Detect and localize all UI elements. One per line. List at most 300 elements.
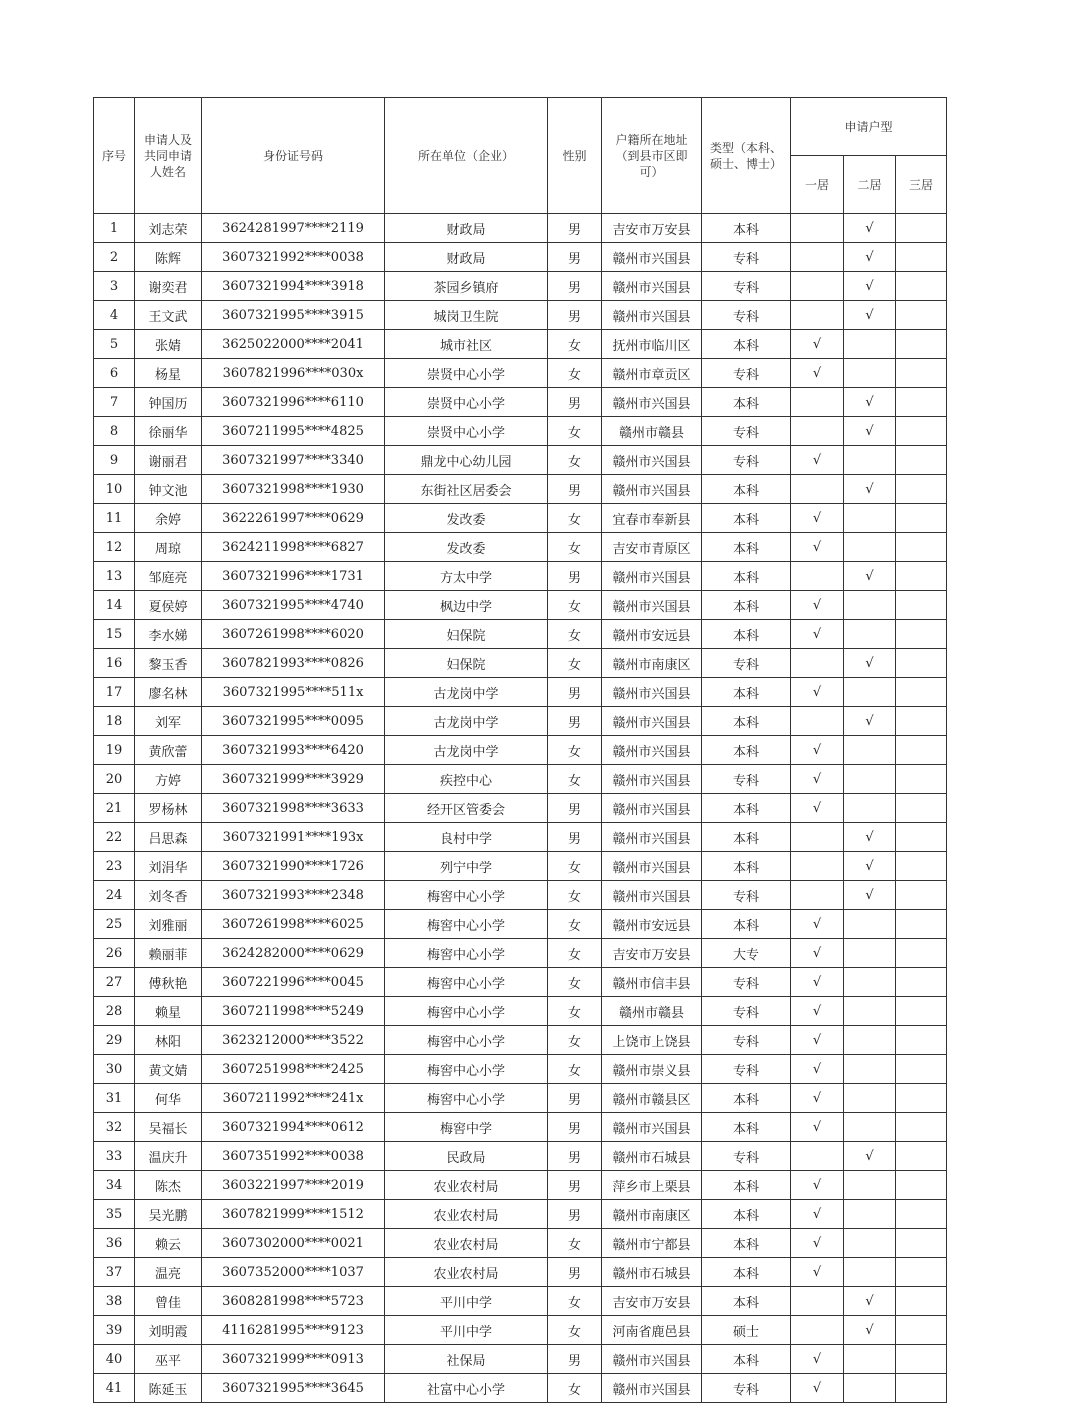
cell-type: 专科 [702, 1026, 791, 1055]
cell-id: 3607321993****6420 [202, 736, 385, 765]
cell-unit: 崇贤中心小学 [385, 359, 548, 388]
table-row [94, 736, 947, 765]
table-row [94, 1142, 947, 1171]
check-mark-icon: √ [865, 481, 874, 497]
cell-room2 [844, 301, 896, 330]
cell-address: 抚州市临川区 [602, 330, 702, 359]
cell-address: 赣州市兴国县 [602, 852, 702, 881]
cell-seq: 27 [94, 968, 135, 997]
cell-unit: 梅窖中心小学 [385, 881, 548, 910]
check-mark-icon: √ [812, 684, 822, 700]
cell-room1 [791, 475, 844, 504]
cell-gender: 男 [548, 475, 602, 504]
cell-room1 [791, 533, 844, 562]
check-mark-icon: √ [812, 974, 822, 990]
cell-seq: 1 [94, 214, 135, 243]
cell-id: 3607211998****5249 [202, 997, 385, 1026]
cell-gender: 女 [548, 417, 602, 446]
cell-room2 [844, 1171, 896, 1200]
cell-type: 硕士 [702, 1316, 791, 1345]
check-mark-icon: √ [812, 1003, 822, 1019]
cell-room3 [896, 417, 947, 446]
cell-id: 3624211998****6827 [202, 533, 385, 562]
cell-address: 赣州市兴国县 [602, 388, 702, 417]
cell-room2 [844, 214, 896, 243]
cell-id: 3607321994****3918 [202, 272, 385, 301]
cell-address: 赣州市兴国县 [602, 707, 702, 736]
cell-room3 [896, 1258, 947, 1287]
cell-name: 谢丽君 [135, 446, 202, 475]
cell-room2 [844, 533, 896, 562]
cell-name: 巫平 [135, 1345, 202, 1374]
cell-room1 [791, 504, 844, 533]
cell-name: 傅秋艳 [135, 968, 202, 997]
cell-unit: 梅窖中心小学 [385, 910, 548, 939]
cell-address: 赣州市石城县 [602, 1142, 702, 1171]
cell-name: 谢奕君 [135, 272, 202, 301]
cell-id: 3607302000****0021 [202, 1229, 385, 1258]
cell-room2 [844, 910, 896, 939]
cell-room2 [844, 1287, 896, 1316]
cell-room1 [791, 330, 844, 359]
cell-type: 大专 [702, 939, 791, 968]
cell-unit: 东街社区居委会 [385, 475, 548, 504]
cell-seq: 6 [94, 359, 135, 388]
cell-seq: 33 [94, 1142, 135, 1171]
cell-type: 专科 [702, 997, 791, 1026]
cell-unit: 方太中学 [385, 562, 548, 591]
check-mark-icon: √ [812, 1264, 822, 1280]
cell-type: 本科 [702, 533, 791, 562]
cell-name: 陈延玉 [135, 1374, 202, 1403]
cell-room3 [896, 475, 947, 504]
cell-gender: 男 [548, 794, 602, 823]
header-name: 申请人及共同申请人姓名 [135, 98, 202, 214]
cell-address: 赣州市章贡区 [602, 359, 702, 388]
cell-id: 3607211992****241x [202, 1084, 385, 1113]
cell-type: 专科 [702, 243, 791, 272]
cell-gender: 女 [548, 997, 602, 1026]
cell-room1 [791, 1229, 844, 1258]
cell-address: 赣州市宁都县 [602, 1229, 702, 1258]
cell-unit: 农业农村局 [385, 1200, 548, 1229]
cell-gender: 男 [548, 388, 602, 417]
cell-type: 本科 [702, 591, 791, 620]
cell-seq: 11 [94, 504, 135, 533]
header-seq: 序号 [94, 98, 135, 214]
cell-address: 赣州市南康区 [602, 1200, 702, 1229]
cell-name: 赖星 [135, 997, 202, 1026]
table-row [94, 1258, 947, 1287]
cell-gender: 女 [548, 765, 602, 794]
cell-name: 刘明霞 [135, 1316, 202, 1345]
cell-type: 专科 [702, 881, 791, 910]
cell-type: 专科 [702, 446, 791, 475]
cell-seq: 22 [94, 823, 135, 852]
cell-address: 赣州市兴国县 [602, 881, 702, 910]
cell-seq: 13 [94, 562, 135, 591]
cell-id: 3607351992****0038 [202, 1142, 385, 1171]
check-mark-icon: √ [812, 539, 822, 555]
cell-unit: 梅窖中心小学 [385, 968, 548, 997]
check-mark-icon: √ [812, 1119, 822, 1135]
check-mark-icon: √ [865, 220, 874, 236]
cell-seq: 23 [94, 852, 135, 881]
cell-id: 3607321993****2348 [202, 881, 385, 910]
cell-room3 [896, 1345, 947, 1374]
cell-name: 余婷 [135, 504, 202, 533]
cell-address: 宜春市奉新县 [602, 504, 702, 533]
cell-unit: 崇贤中心小学 [385, 417, 548, 446]
cell-gender: 男 [548, 1200, 602, 1229]
check-mark-icon: √ [812, 1206, 822, 1222]
cell-seq: 36 [94, 1229, 135, 1258]
cell-type: 本科 [702, 330, 791, 359]
cell-room2 [844, 794, 896, 823]
cell-room2 [844, 1229, 896, 1258]
table-row [94, 417, 947, 446]
cell-address: 赣州市赣县 [602, 417, 702, 446]
cell-address: 上饶市上饶县 [602, 1026, 702, 1055]
cell-name: 周琼 [135, 533, 202, 562]
cell-room2 [844, 272, 896, 301]
cell-gender: 女 [548, 620, 602, 649]
cell-address: 赣州市石城县 [602, 1258, 702, 1287]
cell-address: 赣州市兴国县 [602, 243, 702, 272]
cell-room1 [791, 1287, 844, 1316]
cell-seq: 21 [94, 794, 135, 823]
table-row [94, 301, 947, 330]
cell-room1 [791, 707, 844, 736]
cell-room2 [844, 736, 896, 765]
cell-room1 [791, 852, 844, 881]
cell-name: 黄文婧 [135, 1055, 202, 1084]
cell-name: 钟国历 [135, 388, 202, 417]
cell-gender: 女 [548, 1316, 602, 1345]
cell-type: 本科 [702, 1113, 791, 1142]
table-row [94, 1055, 947, 1084]
cell-address: 赣州市兴国县 [602, 272, 702, 301]
table-row [94, 1316, 947, 1345]
check-mark-icon: √ [865, 423, 874, 439]
cell-room2 [844, 852, 896, 881]
cell-room1 [791, 968, 844, 997]
check-mark-icon: √ [812, 452, 822, 468]
cell-room3 [896, 852, 947, 881]
table-body [94, 214, 947, 1403]
cell-id: 3607321998****1930 [202, 475, 385, 504]
cell-room1 [791, 1171, 844, 1200]
cell-seq: 30 [94, 1055, 135, 1084]
table-row [94, 1084, 947, 1113]
cell-gender: 男 [548, 272, 602, 301]
cell-address: 赣州市兴国县 [602, 823, 702, 852]
cell-gender: 女 [548, 1026, 602, 1055]
cell-type: 本科 [702, 823, 791, 852]
cell-id: 3607321997****3340 [202, 446, 385, 475]
cell-room3 [896, 533, 947, 562]
cell-name: 刘冬香 [135, 881, 202, 910]
cell-type: 专科 [702, 301, 791, 330]
check-mark-icon: √ [865, 278, 874, 294]
check-mark-icon: √ [865, 655, 874, 671]
cell-unit: 社富中心小学 [385, 1374, 548, 1403]
cell-address: 赣州市兴国县 [602, 1345, 702, 1374]
cell-seq: 9 [94, 446, 135, 475]
cell-name: 刘志荣 [135, 214, 202, 243]
table-row [94, 620, 947, 649]
cell-address: 赣州市兴国县 [602, 301, 702, 330]
cell-gender: 女 [548, 330, 602, 359]
cell-type: 专科 [702, 765, 791, 794]
header-room1: 一居 [791, 156, 844, 214]
cell-type: 专科 [702, 359, 791, 388]
cell-name: 罗杨林 [135, 794, 202, 823]
cell-room2 [844, 1142, 896, 1171]
cell-name: 邹庭亮 [135, 562, 202, 591]
table-row [94, 1374, 947, 1403]
cell-room2 [844, 678, 896, 707]
cell-gender: 男 [548, 1345, 602, 1374]
cell-gender: 女 [548, 939, 602, 968]
cell-room2 [844, 1055, 896, 1084]
cell-room1 [791, 359, 844, 388]
cell-id: 3607321991****193x [202, 823, 385, 852]
cell-room3 [896, 1316, 947, 1345]
cell-room2 [844, 388, 896, 417]
cell-gender: 女 [548, 1287, 602, 1316]
cell-room3 [896, 1200, 947, 1229]
cell-room1 [791, 997, 844, 1026]
cell-room1 [791, 649, 844, 678]
cell-id: 3607821993****0826 [202, 649, 385, 678]
cell-address: 赣州市安远县 [602, 910, 702, 939]
cell-seq: 40 [94, 1345, 135, 1374]
cell-id: 3607321995****3645 [202, 1374, 385, 1403]
table-row [94, 243, 947, 272]
cell-name: 温庆升 [135, 1142, 202, 1171]
cell-unit: 发改委 [385, 533, 548, 562]
cell-address: 吉安市万安县 [602, 214, 702, 243]
cell-name: 徐丽华 [135, 417, 202, 446]
cell-name: 赖丽菲 [135, 939, 202, 968]
cell-id: 3624281997****2119 [202, 214, 385, 243]
cell-room2 [844, 1026, 896, 1055]
cell-room3 [896, 881, 947, 910]
cell-gender: 男 [548, 1084, 602, 1113]
cell-gender: 女 [548, 533, 602, 562]
cell-address: 赣州市南康区 [602, 649, 702, 678]
cell-name: 陈杰 [135, 1171, 202, 1200]
check-mark-icon: √ [812, 1061, 822, 1077]
cell-unit: 茶园乡镇府 [385, 272, 548, 301]
cell-room3 [896, 968, 947, 997]
cell-id: 3607321994****0612 [202, 1113, 385, 1142]
table-row [94, 214, 947, 243]
check-mark-icon: √ [812, 597, 822, 613]
cell-room1 [791, 301, 844, 330]
header-unit: 所在单位（企业） [385, 98, 548, 214]
cell-unit: 平川中学 [385, 1316, 548, 1345]
cell-type: 专科 [702, 968, 791, 997]
cell-unit: 梅窖中心小学 [385, 1026, 548, 1055]
cell-name: 何华 [135, 1084, 202, 1113]
cell-gender: 男 [548, 678, 602, 707]
cell-address: 吉安市万安县 [602, 1287, 702, 1316]
table-row [94, 910, 947, 939]
check-mark-icon: √ [865, 568, 874, 584]
cell-id: 3607321990****1726 [202, 852, 385, 881]
cell-room2 [844, 765, 896, 794]
cell-room1 [791, 1084, 844, 1113]
table-row [94, 881, 947, 910]
cell-address: 赣州市兴国县 [602, 736, 702, 765]
check-mark-icon: √ [812, 510, 822, 526]
cell-id: 3607321998****3633 [202, 794, 385, 823]
cell-id: 3607221996****0045 [202, 968, 385, 997]
cell-room3 [896, 910, 947, 939]
cell-id: 3625022000****2041 [202, 330, 385, 359]
cell-room3 [896, 591, 947, 620]
cell-unit: 社保局 [385, 1345, 548, 1374]
cell-seq: 38 [94, 1287, 135, 1316]
cell-id: 3607321995****3915 [202, 301, 385, 330]
cell-room1 [791, 823, 844, 852]
cell-name: 杨星 [135, 359, 202, 388]
cell-room2 [844, 1113, 896, 1142]
cell-id: 3607321999****3929 [202, 765, 385, 794]
check-mark-icon: √ [865, 1293, 874, 1309]
cell-type: 专科 [702, 1055, 791, 1084]
cell-type: 本科 [702, 562, 791, 591]
table-row [94, 1026, 947, 1055]
cell-room2 [844, 707, 896, 736]
cell-id: 3607321995****511x [202, 678, 385, 707]
cell-seq: 29 [94, 1026, 135, 1055]
cell-room1 [791, 1200, 844, 1229]
cell-gender: 女 [548, 1055, 602, 1084]
cell-seq: 19 [94, 736, 135, 765]
cell-type: 专科 [702, 1142, 791, 1171]
cell-gender: 女 [548, 591, 602, 620]
cell-unit: 鼎龙中心幼儿园 [385, 446, 548, 475]
cell-type: 本科 [702, 1229, 791, 1258]
cell-id: 3607321999****0913 [202, 1345, 385, 1374]
cell-gender: 女 [548, 968, 602, 997]
cell-room3 [896, 1142, 947, 1171]
cell-type: 本科 [702, 1258, 791, 1287]
cell-room1 [791, 214, 844, 243]
check-mark-icon: √ [812, 336, 822, 352]
check-mark-icon: √ [812, 945, 822, 961]
check-mark-icon: √ [812, 742, 822, 758]
cell-id: 3607261998****6025 [202, 910, 385, 939]
check-mark-icon: √ [812, 626, 822, 642]
cell-room3 [896, 939, 947, 968]
cell-room3 [896, 272, 947, 301]
cell-type: 专科 [702, 1374, 791, 1403]
cell-type: 本科 [702, 214, 791, 243]
cell-unit: 经开区管委会 [385, 794, 548, 823]
cell-gender: 男 [548, 1258, 602, 1287]
cell-seq: 25 [94, 910, 135, 939]
cell-unit: 梅窖中心小学 [385, 1055, 548, 1084]
cell-room1 [791, 1142, 844, 1171]
cell-seq: 24 [94, 881, 135, 910]
cell-name: 黎玉香 [135, 649, 202, 678]
cell-room2 [844, 1258, 896, 1287]
cell-room1 [791, 243, 844, 272]
cell-unit: 梅窖中心小学 [385, 997, 548, 1026]
header-room2: 二居 [844, 156, 896, 214]
cell-room2 [844, 968, 896, 997]
cell-id: 3607352000****1037 [202, 1258, 385, 1287]
cell-type: 本科 [702, 504, 791, 533]
cell-seq: 34 [94, 1171, 135, 1200]
cell-room1 [791, 591, 844, 620]
cell-address: 萍乡市上栗县 [602, 1171, 702, 1200]
cell-room1 [791, 1374, 844, 1403]
cell-seq: 12 [94, 533, 135, 562]
check-mark-icon: √ [865, 1322, 874, 1338]
table-row [94, 765, 947, 794]
cell-address: 赣州市赣县区 [602, 1084, 702, 1113]
cell-type: 专科 [702, 649, 791, 678]
cell-room3 [896, 562, 947, 591]
table-row [94, 330, 947, 359]
cell-name: 吴光鹏 [135, 1200, 202, 1229]
cell-seq: 37 [94, 1258, 135, 1287]
check-mark-icon: √ [812, 1380, 822, 1396]
cell-gender: 女 [548, 881, 602, 910]
cell-room2 [844, 997, 896, 1026]
cell-address: 赣州市兴国县 [602, 678, 702, 707]
cell-room1 [791, 1316, 844, 1345]
cell-gender: 女 [548, 446, 602, 475]
table-row [94, 359, 947, 388]
table-row [94, 533, 947, 562]
cell-name: 黄欣蕾 [135, 736, 202, 765]
cell-unit: 民政局 [385, 1142, 548, 1171]
cell-room3 [896, 1113, 947, 1142]
cell-seq: 28 [94, 997, 135, 1026]
check-mark-icon: √ [812, 800, 822, 816]
cell-room1 [791, 678, 844, 707]
cell-room2 [844, 562, 896, 591]
cell-unit: 妇保院 [385, 649, 548, 678]
cell-unit: 平川中学 [385, 1287, 548, 1316]
cell-room3 [896, 388, 947, 417]
cell-address: 赣州市信丰县 [602, 968, 702, 997]
cell-seq: 4 [94, 301, 135, 330]
cell-room2 [844, 446, 896, 475]
cell-room2 [844, 620, 896, 649]
cell-room2 [844, 475, 896, 504]
table-row [94, 1287, 947, 1316]
cell-unit: 崇贤中心小学 [385, 388, 548, 417]
cell-seq: 26 [94, 939, 135, 968]
cell-room3 [896, 1171, 947, 1200]
table-row [94, 823, 947, 852]
cell-id: 3624282000****0629 [202, 939, 385, 968]
table-row [94, 446, 947, 475]
cell-unit: 良村中学 [385, 823, 548, 852]
table-row [94, 1200, 947, 1229]
cell-gender: 男 [548, 823, 602, 852]
cell-type: 本科 [702, 910, 791, 939]
cell-room3 [896, 446, 947, 475]
check-mark-icon: √ [865, 394, 874, 410]
